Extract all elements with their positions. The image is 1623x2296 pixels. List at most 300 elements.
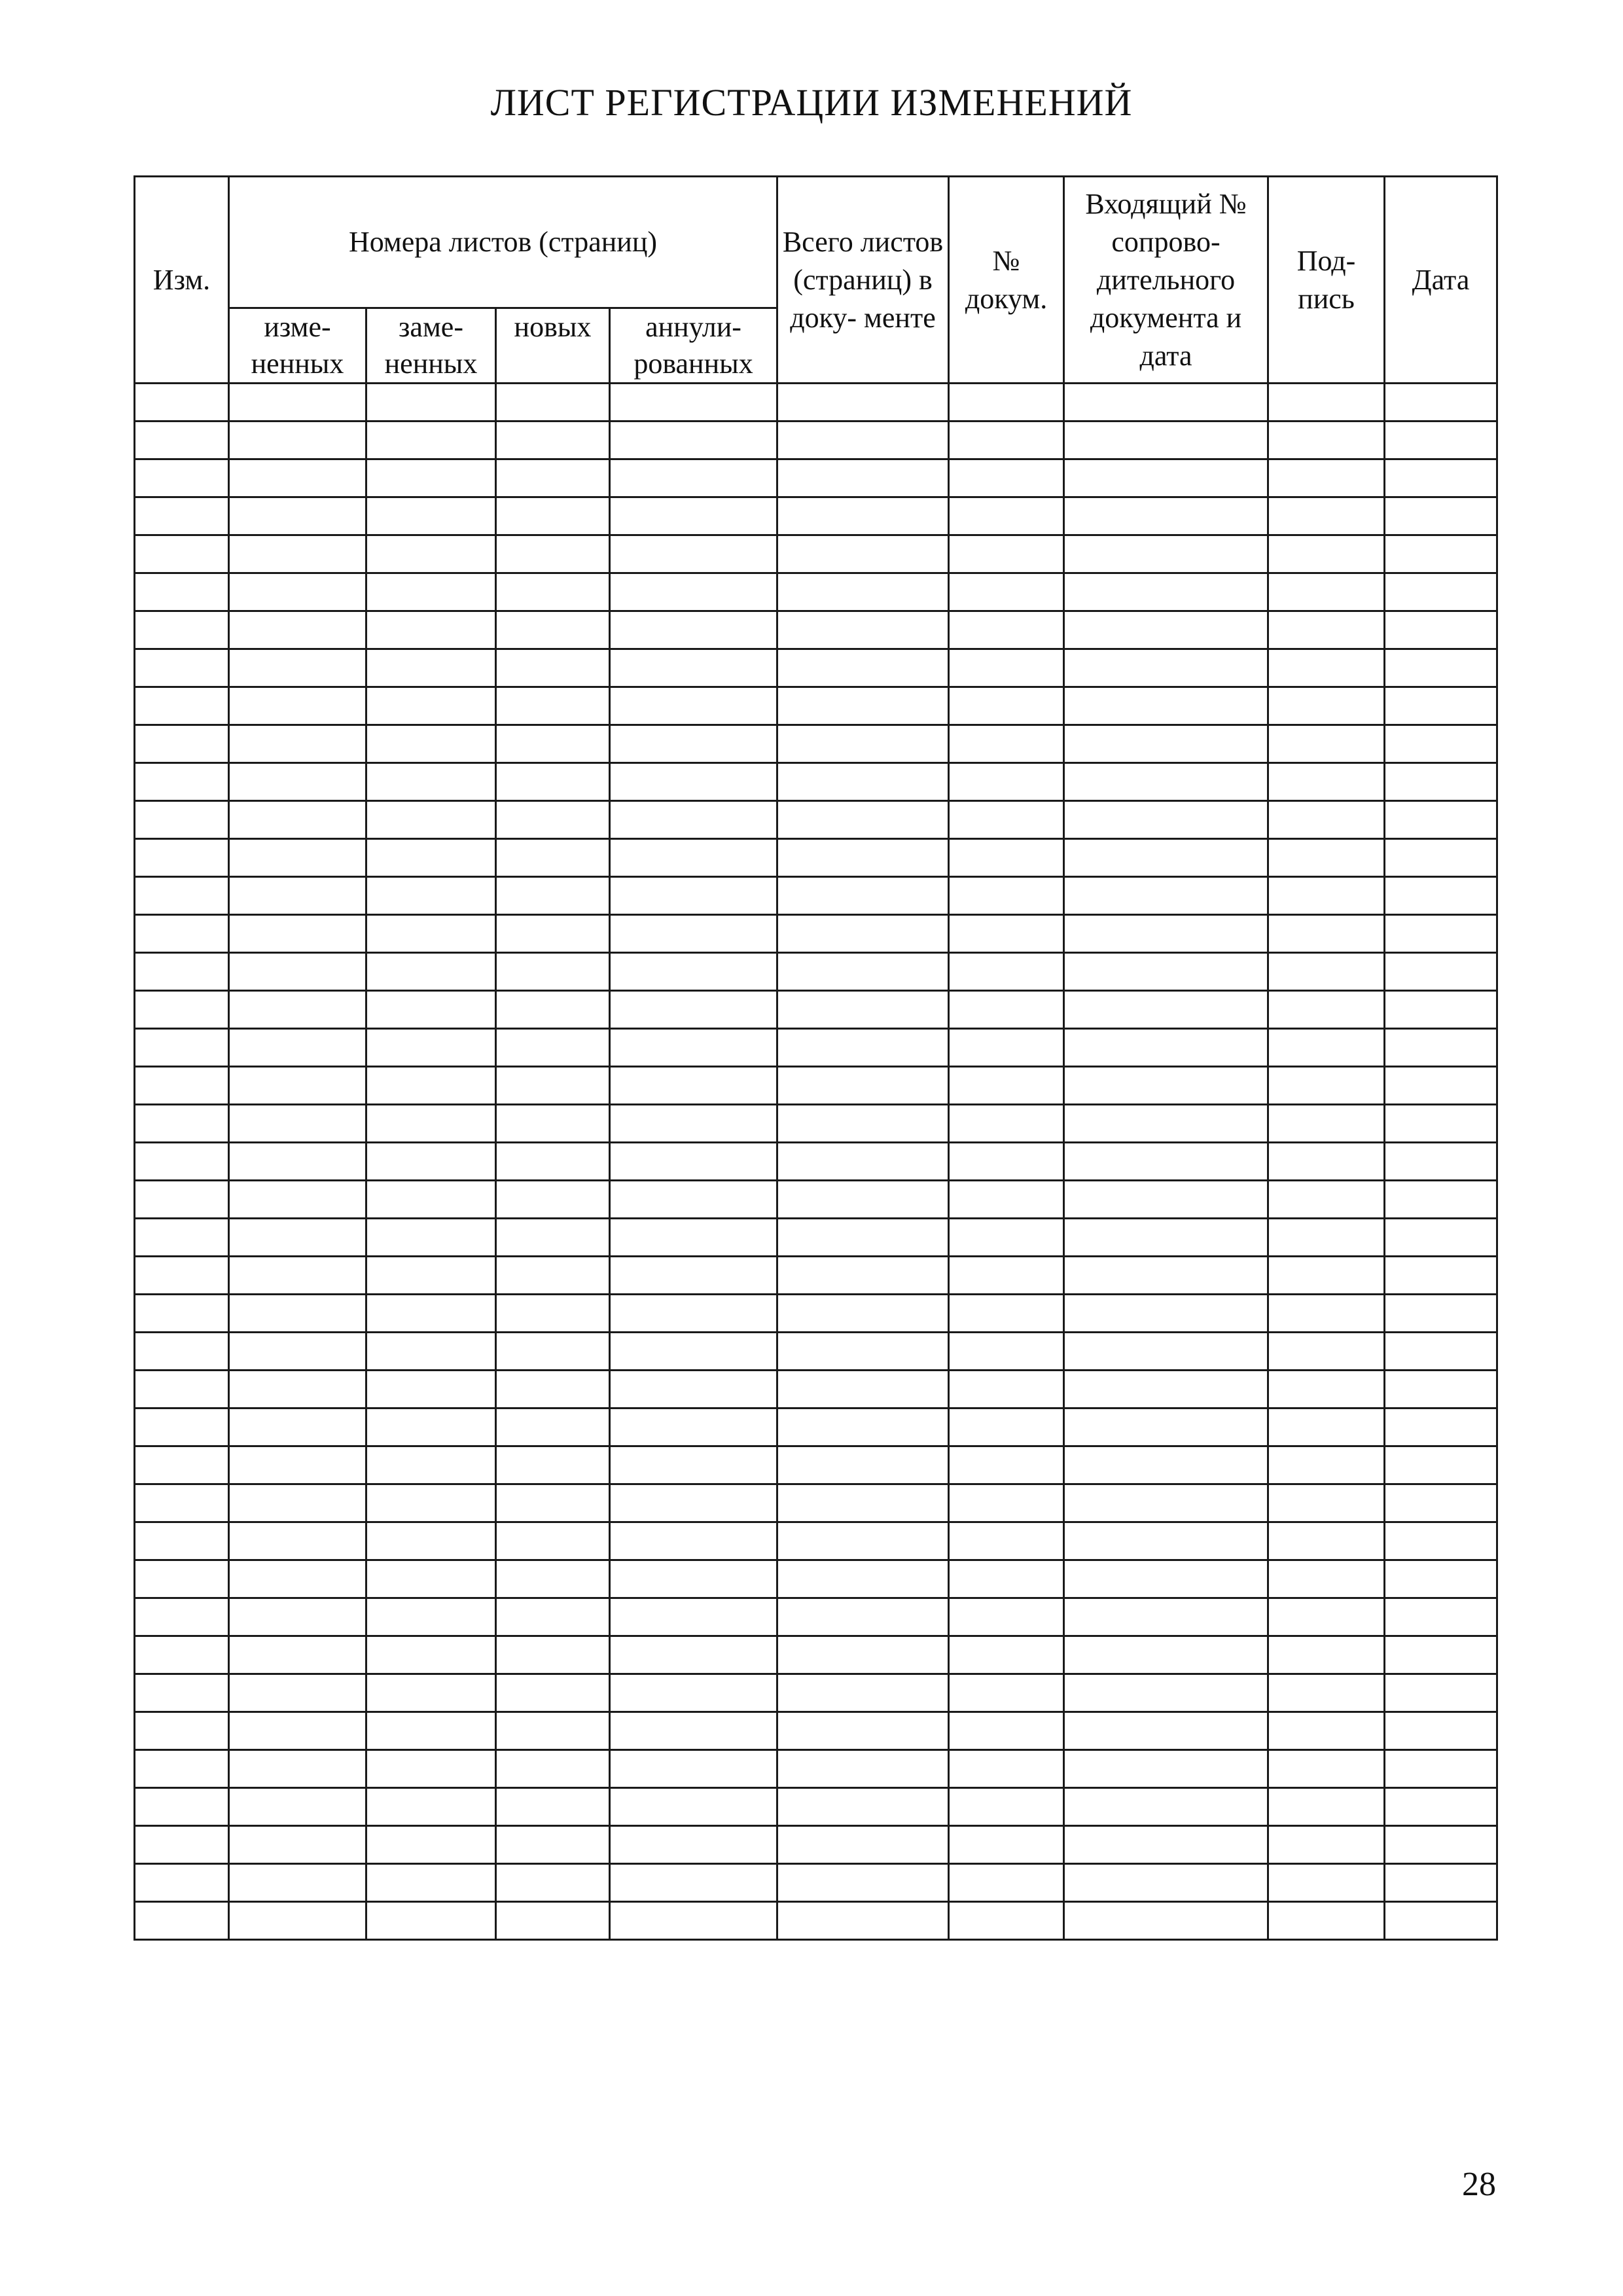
table-cell [1064, 1257, 1268, 1295]
table-cell [1064, 725, 1268, 763]
table-cell [1064, 1826, 1268, 1864]
table-cell [135, 1219, 229, 1257]
table-cell [135, 915, 229, 953]
table-cell [229, 1560, 366, 1598]
table-cell [1064, 991, 1268, 1029]
table-cell [610, 1333, 777, 1371]
table-cell [1385, 1636, 1497, 1674]
table-cell [496, 839, 610, 877]
table-cell [949, 422, 1064, 459]
table-cell [610, 1067, 777, 1105]
table-cell [135, 1598, 229, 1636]
table-cell [1385, 573, 1497, 611]
table-cell [496, 1560, 610, 1598]
table-row [135, 1750, 1497, 1788]
table-cell [777, 611, 949, 649]
table-cell [135, 1333, 229, 1371]
table-cell [777, 1598, 949, 1636]
table-cell [1385, 459, 1497, 497]
table-cell [366, 1522, 496, 1560]
table-row [135, 422, 1497, 459]
table-cell [496, 1484, 610, 1522]
table-cell [135, 1902, 229, 1940]
table-cell [496, 1446, 610, 1484]
table-cell [1268, 573, 1385, 611]
table-cell [1385, 1560, 1497, 1598]
table-cell [135, 1560, 229, 1598]
table-row [135, 384, 1497, 422]
table-cell [777, 1181, 949, 1219]
table-cell [1268, 611, 1385, 649]
table-cell [1064, 649, 1268, 687]
table-cell [1385, 839, 1497, 877]
table-row [135, 1333, 1497, 1371]
table-cell [496, 1067, 610, 1105]
table-cell [1385, 1067, 1497, 1105]
table-cell [610, 535, 777, 573]
table-cell [949, 1257, 1064, 1295]
table-cell [366, 1750, 496, 1788]
table-cell [949, 1560, 1064, 1598]
table-cell [610, 649, 777, 687]
table-cell [1268, 953, 1385, 991]
table-cell [949, 1712, 1064, 1750]
table-cell [949, 1788, 1064, 1826]
table-cell [366, 611, 496, 649]
table-cell [777, 725, 949, 763]
table-row [135, 763, 1497, 801]
table-cell [1064, 839, 1268, 877]
table-cell [610, 611, 777, 649]
table-cell [949, 1598, 1064, 1636]
subheader-annulled: аннули- рованных [610, 308, 777, 384]
table-cell [610, 991, 777, 1029]
table-cell [777, 1712, 949, 1750]
table-cell [496, 1826, 610, 1864]
table-cell [1064, 1143, 1268, 1181]
table-cell [777, 953, 949, 991]
table-cell [496, 611, 610, 649]
table-cell [1064, 1788, 1268, 1826]
table-cell [610, 1902, 777, 1940]
table-cell [366, 839, 496, 877]
table-cell [1064, 1333, 1268, 1371]
table-row [135, 1712, 1497, 1750]
table-cell [135, 839, 229, 877]
table-cell [496, 1408, 610, 1446]
table-cell [1385, 763, 1497, 801]
table-cell [1064, 535, 1268, 573]
table-cell [1268, 1674, 1385, 1712]
table-cell [135, 1408, 229, 1446]
table-cell [1064, 497, 1268, 535]
table-cell [229, 1408, 366, 1446]
table-cell [777, 1067, 949, 1105]
table-cell [777, 535, 949, 573]
table-cell [610, 422, 777, 459]
table-cell [229, 725, 366, 763]
table-cell [777, 459, 949, 497]
table-cell [1385, 1219, 1497, 1257]
table-cell [496, 801, 610, 839]
table-cell [1064, 1105, 1268, 1143]
table-row [135, 1257, 1497, 1295]
table-row [135, 1598, 1497, 1636]
table-cell [610, 1029, 777, 1067]
table-cell [949, 1408, 1064, 1446]
table-cell [1064, 877, 1268, 915]
table-cell [610, 573, 777, 611]
table-cell [1064, 1067, 1268, 1105]
table-cell [229, 1902, 366, 1940]
table-cell [1268, 1636, 1385, 1674]
table-cell [1268, 877, 1385, 915]
table-cell [1064, 1712, 1268, 1750]
table-cell [949, 1636, 1064, 1674]
table-cell [1385, 1522, 1497, 1560]
table-cell [949, 763, 1064, 801]
table-cell [496, 1143, 610, 1181]
table-cell [777, 1750, 949, 1788]
table-cell [229, 1788, 366, 1826]
table-cell [777, 1484, 949, 1522]
table-cell [366, 459, 496, 497]
table-row [135, 1560, 1497, 1598]
table-cell [1385, 535, 1497, 573]
table-cell [366, 1446, 496, 1484]
table-cell [496, 763, 610, 801]
table-cell [777, 763, 949, 801]
table-cell [777, 1788, 949, 1826]
table-row [135, 1826, 1497, 1864]
table-cell [949, 535, 1064, 573]
table-cell [777, 915, 949, 953]
table-cell [1268, 1788, 1385, 1826]
table-row [135, 1143, 1497, 1181]
table-cell [229, 1712, 366, 1750]
table-cell [1385, 1598, 1497, 1636]
table-cell [1385, 1029, 1497, 1067]
table-cell [366, 763, 496, 801]
header-izm: Изм. [135, 177, 229, 384]
table-cell [949, 1674, 1064, 1712]
table-cell [496, 953, 610, 991]
table-cell [496, 649, 610, 687]
page-title: ЛИСТ РЕГИСТРАЦИИ ИЗМЕНЕНИЙ [490, 81, 1133, 124]
table-cell [777, 1902, 949, 1940]
table-cell [496, 1598, 610, 1636]
table-cell [949, 1219, 1064, 1257]
table-cell [777, 1408, 949, 1446]
table-cell [135, 725, 229, 763]
table-cell [1268, 1864, 1385, 1902]
table-cell [135, 1371, 229, 1408]
table-cell [1268, 991, 1385, 1029]
table-cell [229, 573, 366, 611]
table-cell [496, 1674, 610, 1712]
table-cell [1064, 1864, 1268, 1902]
table-cell [1064, 953, 1268, 991]
table-cell [366, 877, 496, 915]
table-cell [1385, 1864, 1497, 1902]
table-cell [496, 915, 610, 953]
table-cell [1385, 1750, 1497, 1788]
table-cell [366, 915, 496, 953]
table-row [135, 801, 1497, 839]
table-cell [1385, 1826, 1497, 1864]
table-cell [610, 839, 777, 877]
table-cell [229, 1067, 366, 1105]
table-cell [777, 1864, 949, 1902]
table-cell [610, 1522, 777, 1560]
table-cell [1268, 1105, 1385, 1143]
table-cell [366, 573, 496, 611]
table-cell [135, 384, 229, 422]
table-cell [610, 1560, 777, 1598]
table-cell [1385, 1295, 1497, 1333]
table-cell [1268, 1446, 1385, 1484]
table-cell [366, 1295, 496, 1333]
table-cell [229, 1371, 366, 1408]
table-cell [135, 1826, 229, 1864]
table-row [135, 839, 1497, 877]
table-body [135, 384, 1497, 1940]
table-cell [777, 573, 949, 611]
table-cell [135, 1750, 229, 1788]
table-cell [229, 649, 366, 687]
table-cell [496, 1029, 610, 1067]
table-cell [949, 1864, 1064, 1902]
table-cell [366, 1257, 496, 1295]
table-cell [777, 1674, 949, 1712]
table-cell [1385, 725, 1497, 763]
table-cell [496, 1257, 610, 1295]
table-cell [229, 1674, 366, 1712]
table-cell [496, 1333, 610, 1371]
table-cell [1064, 1219, 1268, 1257]
table-cell [1064, 611, 1268, 649]
table-cell [1268, 1143, 1385, 1181]
table-cell [1268, 649, 1385, 687]
table-cell [135, 497, 229, 535]
table-cell [1268, 422, 1385, 459]
table-row [135, 1105, 1497, 1143]
table-cell [496, 422, 610, 459]
table-cell [610, 1105, 777, 1143]
table-cell [1385, 1788, 1497, 1826]
table-cell [610, 1371, 777, 1408]
table-cell [135, 1295, 229, 1333]
table-cell [610, 915, 777, 953]
table-cell [366, 1408, 496, 1446]
table-cell [229, 1257, 366, 1295]
table-cell [610, 1484, 777, 1522]
table-cell [1268, 1029, 1385, 1067]
header-incoming-doc: Входящий № сопрово- дительного документа и дата [1064, 177, 1268, 384]
table-cell [366, 1371, 496, 1408]
table-cell [496, 877, 610, 915]
table-cell [777, 839, 949, 877]
table-cell [366, 1598, 496, 1636]
table-cell [135, 991, 229, 1029]
table-cell [366, 1902, 496, 1940]
table-cell [610, 1598, 777, 1636]
table-cell [1064, 1750, 1268, 1788]
table-cell [366, 1674, 496, 1712]
table-cell [366, 535, 496, 573]
table-cell [229, 991, 366, 1029]
table-cell [1385, 1902, 1497, 1940]
table-cell [496, 1181, 610, 1219]
table-cell [1268, 1750, 1385, 1788]
table-cell [1385, 991, 1497, 1029]
table-cell [229, 459, 366, 497]
table-cell [1064, 687, 1268, 725]
table-cell [135, 1446, 229, 1484]
table-cell [610, 1712, 777, 1750]
table-cell [496, 1902, 610, 1940]
table-cell [1268, 1371, 1385, 1408]
table-cell [610, 459, 777, 497]
table-cell [949, 1750, 1064, 1788]
table-cell [949, 611, 1064, 649]
table-cell [1268, 1295, 1385, 1333]
table-cell [610, 1750, 777, 1788]
table-cell [610, 1143, 777, 1181]
table-cell [1385, 1333, 1497, 1371]
table-row [135, 1181, 1497, 1219]
table-row [135, 915, 1497, 953]
table-cell [777, 384, 949, 422]
table-cell [610, 497, 777, 535]
table-cell [229, 1295, 366, 1333]
table-cell [1064, 1484, 1268, 1522]
table-cell [135, 763, 229, 801]
table-cell [366, 1143, 496, 1181]
table-row [135, 1295, 1497, 1333]
table-cell [610, 877, 777, 915]
table-cell [1385, 1674, 1497, 1712]
table-cell [1064, 763, 1268, 801]
table-row [135, 497, 1497, 535]
header-doc-no: № докум. [949, 177, 1064, 384]
table-cell [366, 953, 496, 991]
table-row [135, 1029, 1497, 1067]
table-cell [949, 725, 1064, 763]
table-cell [777, 687, 949, 725]
table-cell [949, 497, 1064, 535]
table-row [135, 953, 1497, 991]
table-cell [135, 573, 229, 611]
table-cell [496, 1788, 610, 1826]
table-cell [949, 915, 1064, 953]
table-cell [366, 1788, 496, 1826]
table-cell [777, 1333, 949, 1371]
table-cell [1385, 1408, 1497, 1446]
table-cell [366, 801, 496, 839]
table-cell [949, 1295, 1064, 1333]
table-cell [366, 687, 496, 725]
table-cell [1268, 1219, 1385, 1257]
table-cell [366, 1219, 496, 1257]
table-cell [496, 1219, 610, 1257]
table-cell [366, 384, 496, 422]
table-cell [777, 649, 949, 687]
table-cell [229, 1864, 366, 1902]
table-row [135, 611, 1497, 649]
table-cell [135, 1636, 229, 1674]
table-cell [135, 687, 229, 725]
header-signature: Под- пись [1268, 177, 1385, 384]
table-row [135, 1788, 1497, 1826]
table-cell [1064, 573, 1268, 611]
table-cell [229, 839, 366, 877]
table-cell [1385, 877, 1497, 915]
table-cell [610, 384, 777, 422]
table-cell [496, 1750, 610, 1788]
table-cell [610, 1219, 777, 1257]
table-cell [1064, 801, 1268, 839]
table-cell [949, 1446, 1064, 1484]
table-cell [366, 497, 496, 535]
table-cell [135, 1788, 229, 1826]
table-cell [777, 1371, 949, 1408]
table-cell [1385, 497, 1497, 535]
table-cell [135, 1484, 229, 1522]
table-cell [949, 1333, 1064, 1371]
table-cell [496, 384, 610, 422]
table-cell [366, 1636, 496, 1674]
table-cell [949, 1029, 1064, 1067]
table-cell [949, 991, 1064, 1029]
table-cell [496, 459, 610, 497]
subheader-replaced: заме- ненных [366, 308, 496, 384]
table-cell [610, 1636, 777, 1674]
table-cell [1064, 1029, 1268, 1067]
table-cell [1064, 1181, 1268, 1219]
table-cell [1385, 1371, 1497, 1408]
table-cell [366, 1029, 496, 1067]
table-cell [610, 1864, 777, 1902]
table-cell [949, 877, 1064, 915]
table-cell [777, 497, 949, 535]
table-cell [366, 1560, 496, 1598]
table-cell [229, 384, 366, 422]
table-cell [1064, 915, 1268, 953]
table-cell [1385, 915, 1497, 953]
table-cell [1268, 801, 1385, 839]
table-cell [496, 573, 610, 611]
table-cell [1268, 384, 1385, 422]
table-cell [610, 1826, 777, 1864]
table-row [135, 1636, 1497, 1674]
table-cell [135, 649, 229, 687]
table-cell [777, 1105, 949, 1143]
table-cell [229, 1029, 366, 1067]
table-cell [229, 1636, 366, 1674]
header-date: Дата [1385, 177, 1497, 384]
table-cell [135, 611, 229, 649]
table-cell [1268, 915, 1385, 953]
table-cell [610, 953, 777, 991]
table-cell [610, 1788, 777, 1826]
table-cell [229, 1219, 366, 1257]
table-row [135, 1674, 1497, 1712]
table-cell [1268, 839, 1385, 877]
table-cell [1268, 497, 1385, 535]
table-cell [1385, 611, 1497, 649]
table-cell [610, 1408, 777, 1446]
